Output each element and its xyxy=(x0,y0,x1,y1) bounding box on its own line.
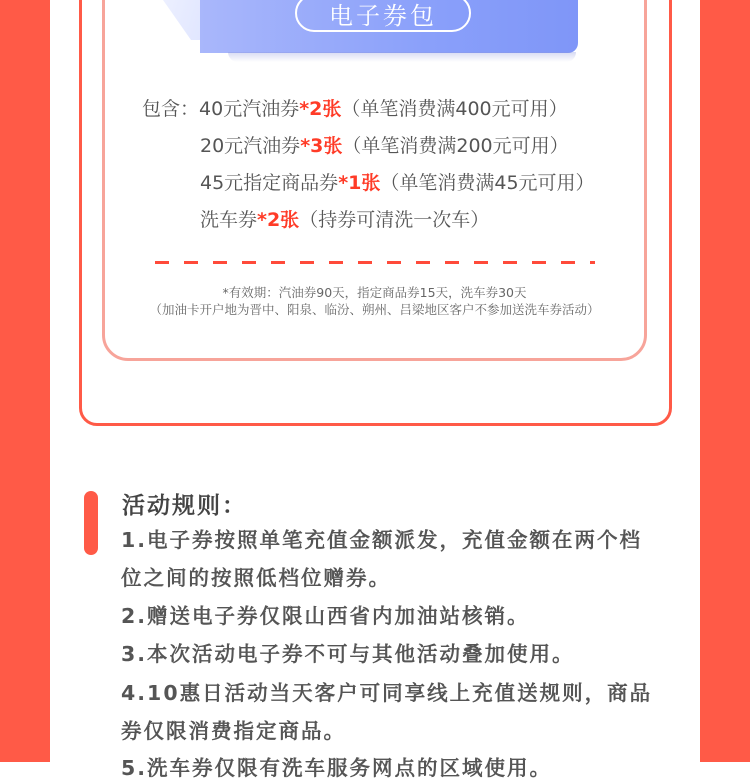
validity-note: *有效期：汽油券90天，指定商品券15天，洗车券30天 xyxy=(222,285,527,300)
coupon-condition: （单笔消费满200元可用） xyxy=(342,135,569,157)
coupon-item xyxy=(200,168,595,195)
coupon-pack-title: 电子券包 xyxy=(295,0,471,32)
coupon-name: 45元指定商品券 xyxy=(200,172,339,194)
coupon-qty: *1张 xyxy=(338,172,381,194)
rule-line: 3.本次活动电子券不可与其他活动叠加使用。 xyxy=(121,642,575,666)
rules-accent-bar xyxy=(84,491,98,555)
rule-line: 2.赠送电子券仅限山西省内加油站核销。 xyxy=(121,604,530,628)
coupon-name: 洗车券 xyxy=(200,209,258,231)
coupon-condition: （单笔消费满45元可用） xyxy=(380,172,595,194)
coupon-qty: *3张 xyxy=(300,135,343,157)
ribbon-shadow xyxy=(228,52,576,62)
coupon-condition: （单笔消费满400元可用） xyxy=(341,98,568,120)
rule-line: 5.洗车券仅限有洗车服务网点的区域使用。 xyxy=(121,756,553,780)
rule-line: 券仅限消费指定商品。 xyxy=(121,719,346,743)
coupon-prefix: 包含： xyxy=(142,98,200,120)
rule-line: 4.10惠日活动当天客户可同享线上充值送规则，商品 xyxy=(121,681,653,705)
right-red-border xyxy=(700,0,750,762)
rules-title: 活动规则： xyxy=(122,493,247,519)
coupon-item xyxy=(200,205,489,232)
region-note: （加油卡开户地为晋中、阳泉、临汾、朔州、吕梁地区客户不参加送洗车券活动） xyxy=(149,302,600,317)
coupon-name: 40元汽油券 xyxy=(199,98,300,120)
coupon-item xyxy=(142,94,568,121)
coupon-item xyxy=(200,131,569,158)
left-red-border xyxy=(0,0,50,762)
rule-line: 1.电子券按照单笔充值金额派发，充值金额在两个档 xyxy=(121,528,643,552)
coupon-condition: （持券可清洗一次车） xyxy=(299,209,490,231)
rule-line: 位之间的按照低档位赠券。 xyxy=(121,566,391,590)
dashed-divider xyxy=(155,261,595,264)
coupon-qty: *2张 xyxy=(299,98,342,120)
coupon-name: 20元汽油券 xyxy=(200,135,301,157)
coupon-qty: *2张 xyxy=(257,209,300,231)
